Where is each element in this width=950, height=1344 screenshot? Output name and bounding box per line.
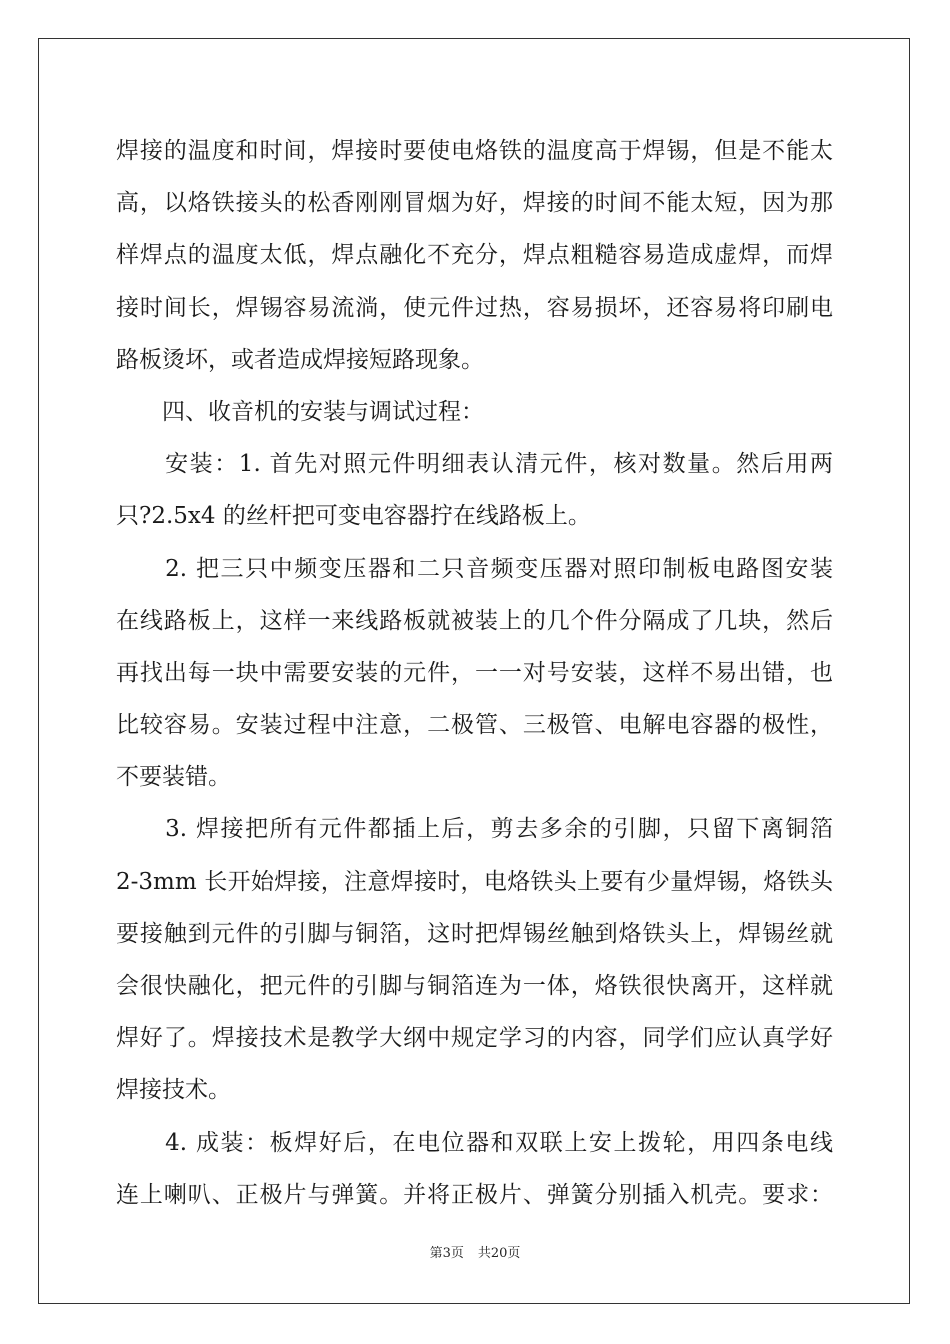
text-line: 连上喇叭、正极片与弹簧。并将正极片、弹簧分别插入机壳。要求： xyxy=(116,1181,833,1208)
document-body xyxy=(116,125,833,1221)
text-line: 四、收音机的安装与调试过程： xyxy=(116,398,484,425)
text-line: 接时间长，焊锡容易流淌，使元件过热，容易损坏，还容易将印刷电 xyxy=(116,294,833,321)
text-line: 会很快融化，把元件的引脚与铜箔连为一体，烙铁很快离开，这样就 xyxy=(116,973,833,999)
text-line: 安装：1. 首先对照元件明细表认清元件，核对数量。然后用两 xyxy=(116,451,833,478)
text-line: 要接触到元件的引脚与铜箔，这时把焊锡丝触到烙铁头上，焊锡丝就 xyxy=(116,920,833,947)
text-line: 再找出每一块中需要安装的元件，一一对号安装，这样不易出错，也 xyxy=(116,659,833,686)
text-line: 4. 成装：板焊好后，在电位器和双联上安上拨轮，用四条电线 xyxy=(116,1129,833,1156)
text-line: 在线路板上，这样一来线路板就被装上的几个件分隔成了几块，然后 xyxy=(116,607,833,634)
text-line: 焊接技术。 xyxy=(116,1077,231,1104)
text-line: 焊好了。焊接技术是教学大纲中规定学习的内容，同学们应认真学好 xyxy=(116,1025,833,1052)
text-line: 不要装错。 xyxy=(116,764,231,791)
text-line: 样焊点的温度太低，焊点融化不充分，焊点粗糙容易造成虚焊，而焊 xyxy=(116,242,833,269)
text-line: 比较容易。安装过程中注意，二极管、三极管、电解电容器的极性， xyxy=(116,712,833,739)
page-total: 共20页 xyxy=(477,1246,521,1261)
text-line: 2-3mm 长开始焊接，注意焊接时，电烙铁头上要有少量焊锡，烙铁头 xyxy=(116,868,833,895)
text-line: 焊接的温度和时间，焊接时要使电烙铁的温度高于焊锡，但是不能太 xyxy=(116,138,833,164)
page-footer xyxy=(0,1245,950,1263)
text-line: 只?2.5x4 的丝杆把可变电容器拧在线路板上。 xyxy=(116,503,591,530)
text-line: 路板烫坏，或者造成焊接短路现象。 xyxy=(116,346,484,373)
text-line: 高，以烙铁接头的松香刚刚冒烟为好，焊接的时间不能太短，因为那 xyxy=(116,190,833,217)
text-line: 3. 焊接把所有元件都插上后，剪去多余的引脚，只留下离铜箔 xyxy=(116,816,833,843)
text-line: 2. 把三只中频变压器和二只音频变压器对照印制板电路图安装 xyxy=(116,555,833,582)
page-number: 第3页 xyxy=(429,1246,464,1261)
